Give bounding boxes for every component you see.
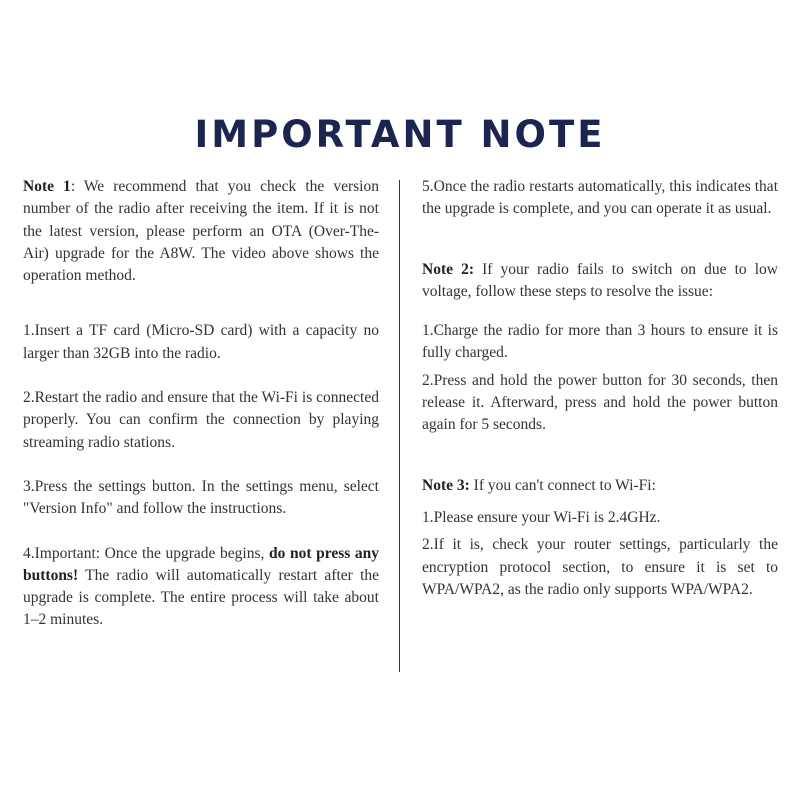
upgrade-step-2: 2.Restart the radio and ensure that the Wi-Fi is connected properly. You can confirm the connection by playing streaming radio stations. — [23, 389, 379, 451]
note-2-step-1: 1.Charge the radio for more than 3 hours to ensure it is fully charged. — [422, 322, 778, 362]
step-4-rest: The radio will automatically restart after the upgrade is complete. The entire process will take about 1–2 minutes. — [23, 566, 379, 629]
step-4-intro: 4.Important: Once the upgrade begins, — [23, 544, 269, 562]
note-1 — [23, 176, 379, 287]
column-divider — [399, 180, 400, 672]
right-column — [422, 176, 778, 601]
note-3-text: If you can't connect to Wi-Fi: — [469, 476, 656, 494]
upgrade-step-1: 1.Insert a TF card (Micro-SD card) with a capacity no larger than 32GB into the radio. — [23, 322, 379, 362]
note-2-step-2: 2.Press and hold the power button for 30 seconds, then release it. Afterward, press and hold the power button again for 5 seconds. — [422, 371, 778, 434]
upgrade-step-3: 3.Press the settings button. In the settings menu, select "Version Info" and follow the instructions. — [23, 477, 379, 518]
upgrade-step-5: 5.Once the radio restarts automatically, this indicates that the upgrade is complete, and you can operate it as usual. — [422, 178, 778, 218]
note-2 — [422, 259, 778, 304]
note-1-label: Note 1 — [23, 178, 71, 195]
upgrade-step-4 — [23, 543, 379, 632]
left-column — [23, 176, 379, 632]
note-3 — [422, 475, 778, 497]
note-2-label: Note 2: — [422, 260, 474, 278]
page-title: IMPORTANT NOTE — [194, 113, 606, 156]
note-3-step-2: 2.If it is, check your router settings, particularly the encryption protocol section, to ensure it is set to WPA/WPA2, as the radio only supports WPA/WPA2. — [422, 536, 778, 598]
note-3-step-1: 1.Please ensure your Wi-Fi is 2.4GHz. — [422, 508, 661, 526]
note-2-text: If your radio fails to switch on due to low voltage, follow these steps to resolve the issue: — [422, 260, 778, 300]
note-3-label: Note 3: — [422, 476, 470, 494]
note-1-text: : We recommend that you check the version number of the radio after receiving the item. If it is not the latest version, please perform an OTA (Over-The-Air) upgrade for the A8W. The video above shows the operation method. — [23, 178, 379, 285]
step-4-warning: do not press any buttons! — [23, 544, 379, 584]
